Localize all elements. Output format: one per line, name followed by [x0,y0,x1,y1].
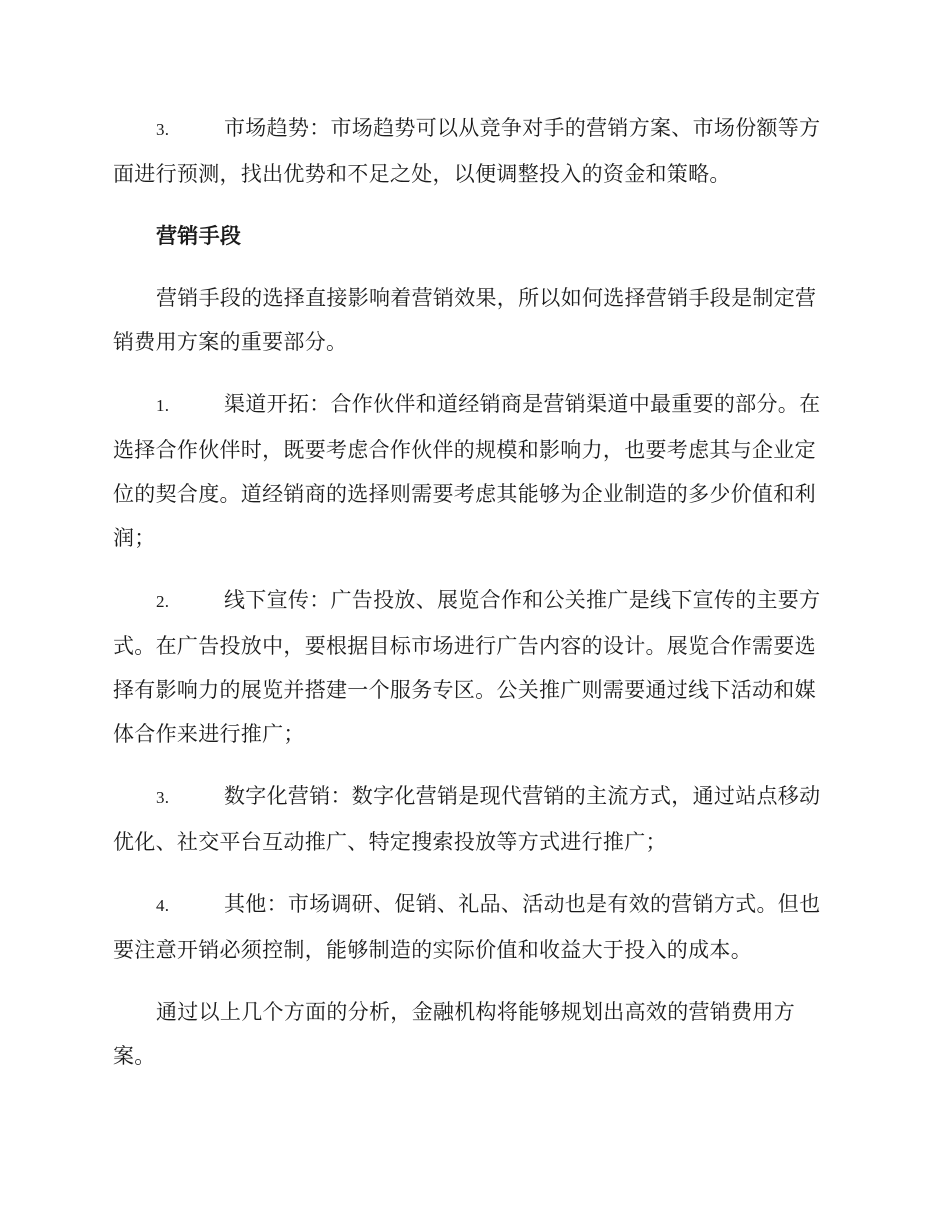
section-heading: 营销手段 [156,224,242,248]
intro-paragraph: 营销手段的选择直接影响着营销效果，所以如何选择营销手段是制定营销费用方案的重要部分。 [113,286,817,354]
conclusion-paragraph: 通过以上几个方面的分析，金融机构将能够规划出高效的营销费用方案。 [113,1000,795,1068]
list-item-channel-expansion [113,382,833,560]
list-item-other [113,882,833,972]
list-item-text: 线下宣传：广告投放、展览合作和公关推广是线下宣传的主要方式。在广告投放中，要根据目标市场进行广告内容的设计。展览合作需要选择有影响力的展览并搭建一个服务专区。公关推广则需要通过线下活动和媒体合作来进行推广； [113,588,821,746]
list-item-text: 数字化营销：数字化营销是现代营销的主流方式，通过站点移动优化、社交平台互动推广、特定搜索投放等方式进行推广； [113,784,821,854]
list-number: 3. [156,120,170,139]
list-number: 4. [156,896,170,915]
list-number: 3. [156,788,170,807]
list-item-digital-marketing [113,774,833,864]
market-trend-item [113,106,833,196]
list-item-offline-promotion [113,578,833,756]
list-item-text: 其他：市场调研、促销、礼品、活动也是有效的营销方式。但也要注意开销必须控制，能够制造的实际价值和收益大于投入的成本。 [113,892,821,962]
list-item-text: 渠道开拓：合作伙伴和道经销商是营销渠道中最重要的部分。在选择合作伙伴时，既要考虑合作伙伴的规模和影响力，也要考虑其与企业定位的契合度。道经销商的选择则需要考虑其能够为企业制造的多少价值和利润； [113,392,821,550]
list-item-text: 市场趋势：市场趋势可以从竞争对手的营销方案、市场份额等方面进行预测，找出优势和不足之处，以便调整投入的资金和策略。 [113,116,821,186]
list-number: 2. [156,592,170,611]
document-body [113,106,833,1096]
list-number: 1. [156,396,170,415]
